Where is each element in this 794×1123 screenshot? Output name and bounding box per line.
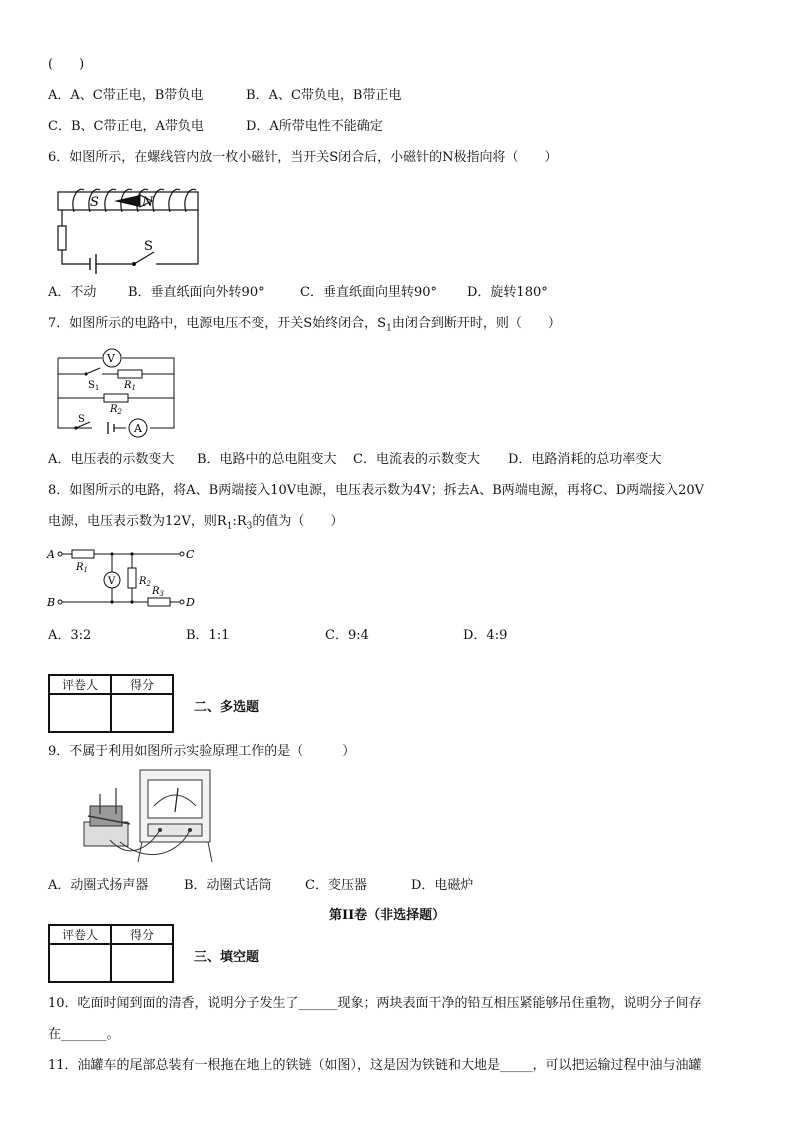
q9-option-a: A．动圈式扬声器: [48, 878, 149, 893]
s-label: S: [78, 414, 85, 425]
resistor-r2: [104, 394, 128, 402]
battery: [90, 254, 96, 274]
galvanometer-legs: [138, 842, 212, 862]
q7-stem: [48, 315, 561, 338]
voltmeter-label: V: [107, 352, 115, 365]
voltmeter-label: V: [108, 576, 116, 587]
q8-option-b: B．1:1: [186, 628, 230, 643]
q9-induction-experiment-figure: [80, 766, 230, 870]
q9-option-c: C．变压器: [305, 878, 367, 893]
grader-header: 评卷人: [49, 675, 111, 694]
section3-title: 三、填空题: [194, 950, 260, 965]
resistor-r1: [118, 370, 142, 378]
q6-stem: 6．如图所示，在螺线管内放一枚小磁针，当开关S闭合后，小磁针的N极指向将（ ）: [48, 150, 558, 165]
q7-stem-part1: 7．如图所示的电路中，电源电压不变，开关S始终闭合，S: [48, 316, 387, 331]
q7-circuit-figure: [54, 346, 180, 438]
score-cell: [111, 694, 173, 732]
s1-label: $S_1$: [88, 380, 100, 392]
q8-stem-line1: 8．如图所示的电路，将A、B两端接入10V电源，电压表示数为4V；拆去A、B两端电源，再将C、D两端接入20V: [48, 483, 705, 498]
q7-stem-part2: 由闭合到断开时，则（ ）: [391, 316, 561, 331]
q8-option-d: D．4:9: [463, 628, 508, 643]
q5-option-a: A．A、C带正电，B带负电: [48, 88, 204, 103]
terminal-d-label: D: [186, 596, 195, 609]
grader-cell: [49, 944, 111, 982]
q7-option-a: A．电压表的示数变大: [48, 452, 175, 467]
terminal-c-label: C: [186, 548, 195, 561]
wire-right: [156, 210, 198, 264]
score-header: 得分: [111, 925, 173, 944]
q11-line1: 11．油罐车的尾部总装有一根拖在地上的铁链（如图），这是因为铁链和大地是_____，可以把运输过程中油与油罐: [48, 1058, 702, 1073]
q7-option-d: D．电路消耗的总功率变大: [508, 452, 662, 467]
q7-stem-sub: 1: [386, 323, 392, 334]
q6-option-b: B．垂直纸面向外转90°: [128, 285, 265, 300]
switch-s1: [86, 368, 100, 374]
q9-option-b: B．动圈式话筒: [184, 878, 272, 893]
score-header: 得分: [111, 675, 173, 694]
q5-option-c: C．B、C带正电，A带负电: [48, 119, 204, 134]
terminal-a-label: A: [47, 548, 55, 561]
svg-text:R2: $R_2$: [139, 576, 151, 588]
score-table-section2: [48, 674, 174, 733]
resistor-r2: [128, 568, 136, 588]
resistor-r1: [72, 550, 94, 558]
svg-text:R1: $R_1$: [76, 562, 88, 574]
q8-option-c: C．9:4: [325, 628, 369, 643]
q8-option-a: A．3:2: [48, 628, 92, 643]
grader-cell: [49, 694, 111, 732]
r1-label: $R_1$: [124, 380, 136, 392]
r2-label: $R_2$: [110, 404, 122, 416]
needle-s-label: S: [90, 195, 99, 210]
q8-stem-line2: 电源，电压表示数为12V，则$R_1:R_3$的值为（ ）: [48, 514, 344, 532]
q10-line1: 10．吃面时闻到面的清香，说明分子发生了______现象；两块表面干净的铅互相压紧能够吊住重物，说明分子间存: [48, 996, 702, 1011]
q7-option-b: B．电路中的总电阻变大: [197, 452, 337, 467]
q5-option-b: B．A、C带负电，B带正电: [246, 88, 402, 103]
score-cell: [111, 944, 173, 982]
terminal-b-label: B: [47, 596, 56, 609]
resistor: [58, 226, 66, 250]
q10-line2: 在_______。: [48, 1027, 120, 1042]
q7-option-c: C．电流表的示数变大: [353, 452, 480, 467]
switch-label: S: [144, 239, 153, 254]
score-table-section3: [48, 924, 174, 983]
horseshoe-magnet: [90, 806, 122, 826]
resistor-r3: [148, 598, 170, 606]
svg-text:R3: $R_3$: [152, 586, 164, 598]
galvanometer-terminals: [148, 824, 202, 836]
q5-option-d: D．A所带电性不能确定: [246, 119, 383, 134]
section2-title: 二、多选题: [194, 700, 260, 715]
q5-paren: ( ): [48, 57, 85, 72]
battery: [108, 422, 114, 434]
galvanometer-dial: [148, 780, 202, 818]
q6-solenoid-figure: [52, 178, 212, 274]
needle-n-label: N: [142, 195, 154, 210]
part2-title: 第II卷（非选择题）: [329, 908, 446, 923]
q6-option-d: D．旋转180°: [467, 285, 548, 300]
q9-option-d: D．电磁炉: [411, 878, 474, 893]
ammeter-label: A: [134, 422, 142, 435]
q6-option-c: C．垂直纸面向里转90°: [300, 285, 437, 300]
q6-option-a: A．不动: [48, 285, 97, 300]
q8-circuit-figure: [46, 544, 210, 614]
grader-header: 评卷人: [49, 925, 111, 944]
q9-stem: 9．不属于利用如图所示实验原理工作的是（ ）: [48, 744, 356, 759]
